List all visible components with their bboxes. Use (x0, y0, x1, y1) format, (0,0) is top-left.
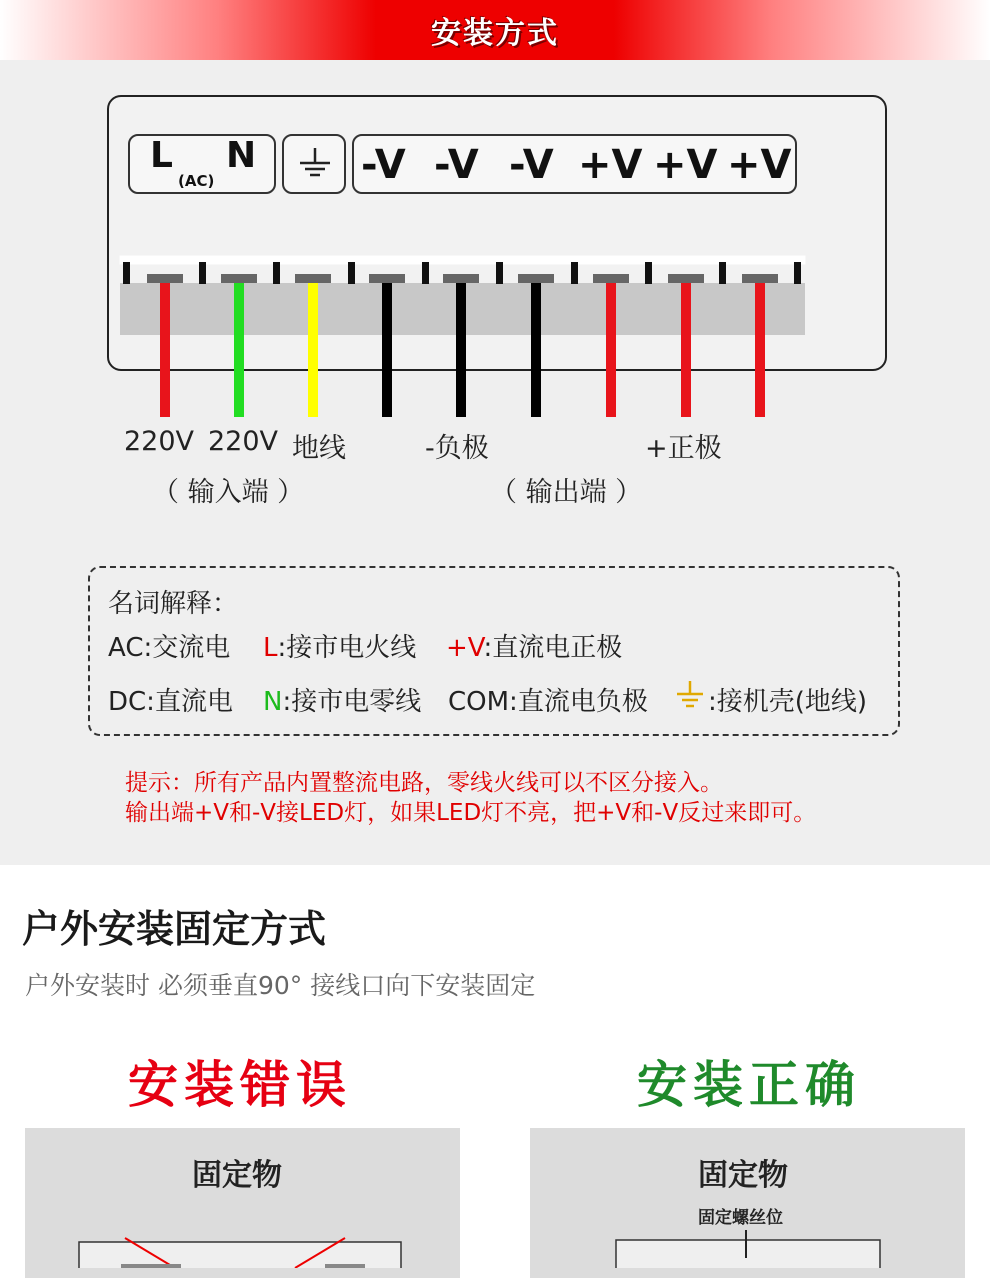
input-end-label: （ 输入端 ） (152, 477, 305, 508)
terminal-label-pos-1: +V (578, 142, 643, 188)
wire (681, 283, 691, 417)
terminal-label-ac: (AC) (178, 172, 215, 190)
terminal-label-neg-2: -V (434, 142, 479, 188)
wire (531, 283, 541, 417)
wire-label-positive: +正极 (645, 433, 722, 464)
terminal-divider (719, 262, 726, 284)
outdoor-title: 户外安装固定方式 (22, 907, 327, 951)
wire-label-220v-1: 220V (124, 426, 195, 457)
terminal-divider (273, 262, 280, 284)
glossary-ac: AC:交流电 (108, 633, 231, 663)
glossary-dc: DC:直流电 (108, 687, 233, 717)
wire-label-220v-2: 220V (208, 426, 279, 457)
terminal-screw (221, 274, 257, 283)
wire (606, 283, 616, 417)
terminal-divider (496, 262, 503, 284)
terminal-label-l: L (150, 135, 173, 176)
terminal-divider (645, 262, 652, 284)
terminal-screw (518, 274, 554, 283)
terminal-divider (199, 262, 206, 284)
terminal-label-pos-3: +V (727, 142, 792, 188)
wire-label-ground: 地线 (292, 433, 346, 464)
terminal-screw (369, 274, 405, 283)
tip-line-1: 提示：所有产品内置整流电路，零线火线可以不区分接入。 (125, 770, 723, 796)
wire (234, 283, 244, 417)
glossary-l: L:接市电火线 (263, 633, 417, 663)
terminal-screw (593, 274, 629, 283)
terminal-divider (348, 262, 355, 284)
terminal-label-pos-2: +V (653, 142, 718, 188)
tip-line-2: 输出端+V和-V接LED灯，如果LED灯不亮，把+V和-V反过来即可。 (125, 800, 817, 826)
wire (308, 283, 318, 417)
ground-icon (674, 679, 706, 713)
glossary-com: COM:直流电负极 (448, 687, 648, 717)
wire (755, 283, 765, 417)
glossary-positive: +V:直流电正极 (446, 633, 623, 663)
terminal-divider (571, 262, 578, 284)
wire (456, 283, 466, 417)
terminal-label-n: N (226, 135, 257, 176)
terminal-divider (794, 262, 801, 284)
glossary-n: N:接市电零线 (263, 687, 422, 717)
wrong-install-drawing (25, 1230, 460, 1268)
wire (382, 283, 392, 417)
output-end-label: （ 输出端 ） (490, 477, 643, 508)
terminal-screw (668, 274, 704, 283)
terminal-label-neg-3: -V (509, 142, 554, 188)
right-install-label: 安装正确 (637, 1056, 861, 1114)
banner-title: 安装方式 (431, 16, 559, 51)
glossary-title: 名词解释： (108, 589, 239, 619)
outdoor-subtitle: 户外安装时 必须垂直90° 接线口向下安装固定 (25, 971, 536, 1000)
terminal-divider (123, 262, 130, 284)
terminal-screw (295, 274, 331, 283)
screw-position-label: 固定螺丝位 (698, 1208, 783, 1228)
right-install-drawing (530, 1228, 965, 1268)
wrong-install-label: 安装错误 (128, 1056, 352, 1114)
terminal-screws (147, 274, 778, 283)
terminal-label-neg-1: -V (361, 142, 406, 188)
wire (160, 283, 170, 417)
terminal-screw (443, 274, 479, 283)
wrong-panel-title: 固定物 (192, 1158, 282, 1193)
terminal-block (0, 250, 990, 420)
terminal-screw (147, 274, 183, 283)
wire-label-negative: -负极 (425, 433, 489, 464)
glossary-ground: :接机壳(地线) (708, 687, 868, 717)
terminal-divider (422, 262, 429, 284)
ground-icon (296, 146, 334, 184)
right-panel-title: 固定物 (698, 1158, 788, 1193)
terminal-screw (742, 274, 778, 283)
